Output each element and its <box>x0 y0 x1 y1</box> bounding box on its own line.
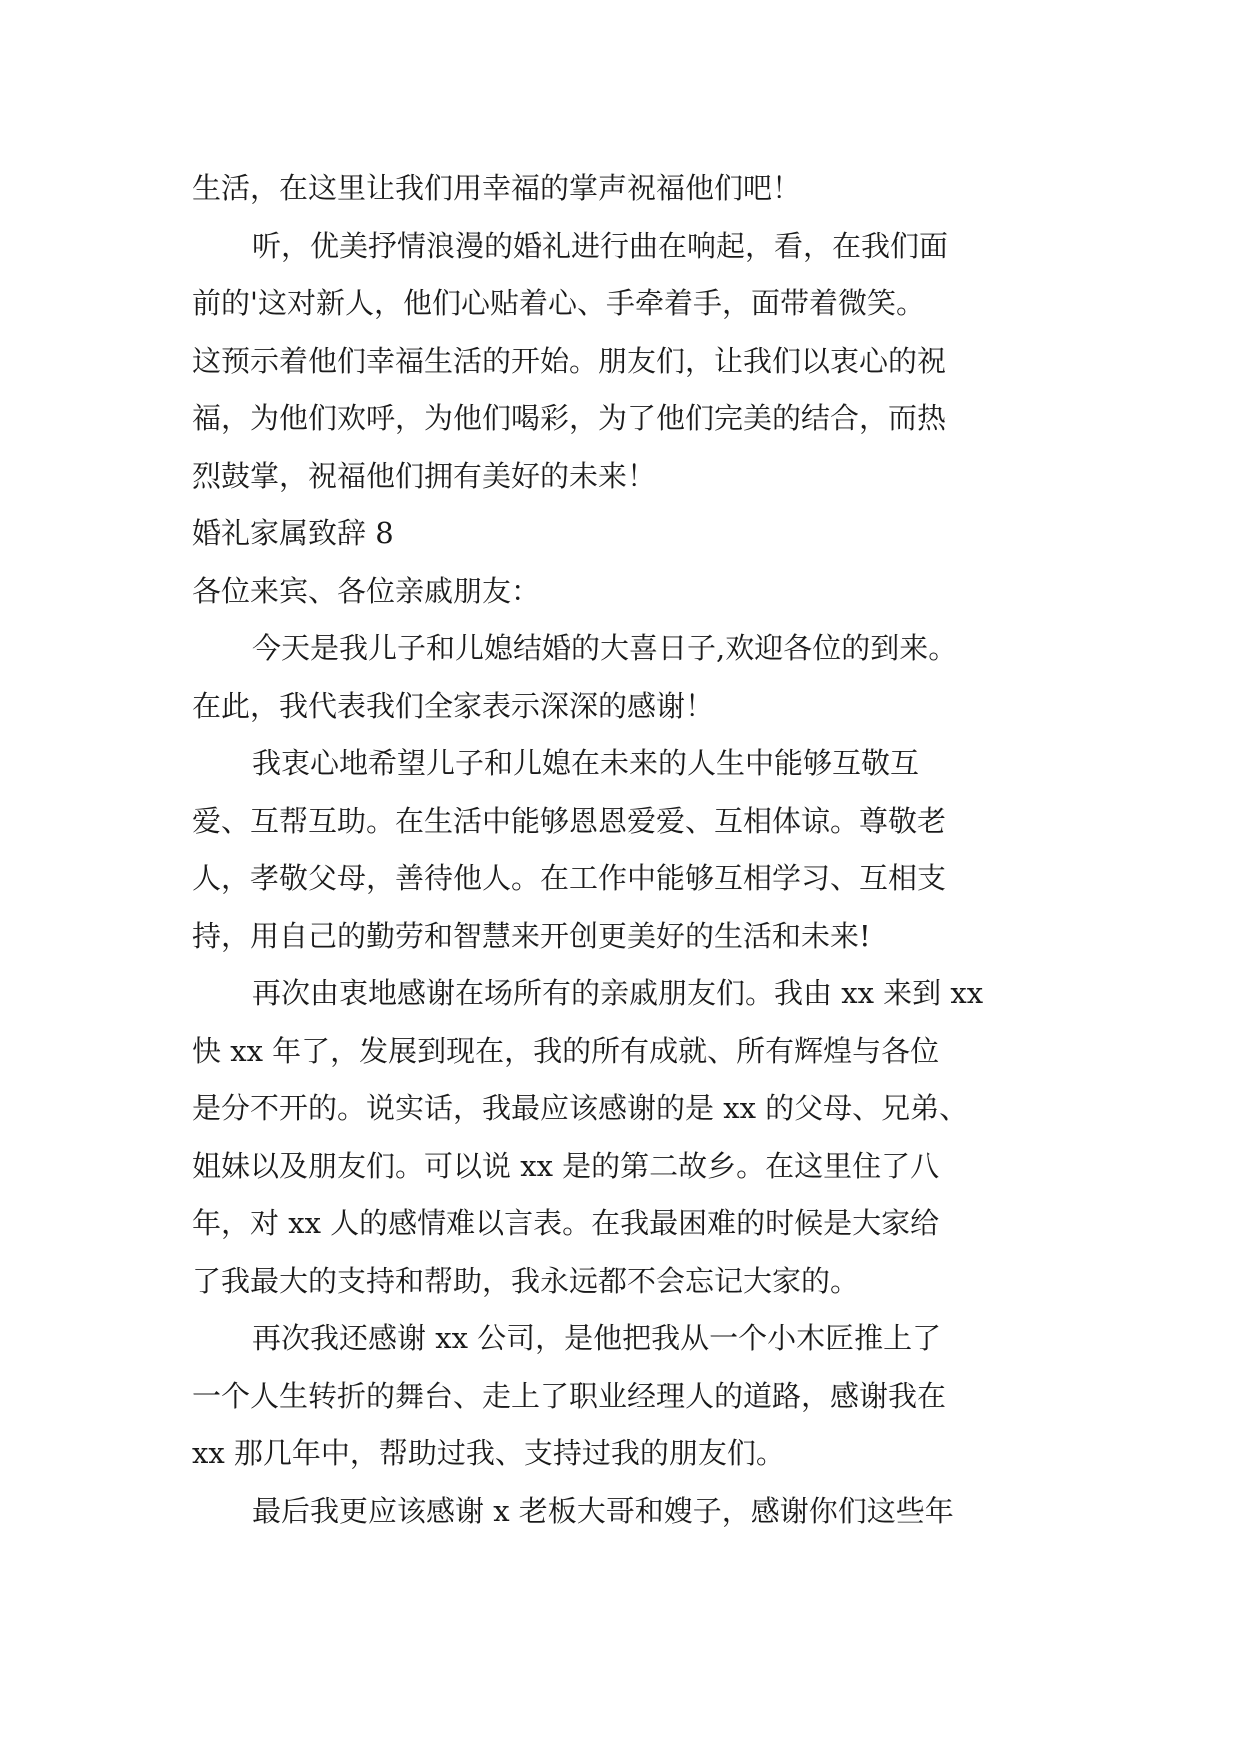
text-line: 姐妹以及朋友们。可以说 xx 是的第二故乡。在这里住了八 <box>192 1148 940 1183</box>
text-line: 快 xx 年了，发展到现在，我的所有成就、所有辉煌与各位 <box>192 1033 940 1068</box>
text-line: 一个人生转折的舞台、走上了职业经理人的道路，感谢我在 <box>192 1378 947 1413</box>
text-line: 年，对 xx 人的感情难以言表。在我最困难的时候是大家给 <box>192 1206 940 1240</box>
text-line: xx 那几年中，帮助过我、支持过我的朋友们。 <box>192 1436 785 1470</box>
text-line: 前的'这对新人，他们心贴着心、手牵着手，面带着微笑。 <box>192 286 925 320</box>
text-line: 福，为他们欢呼，为他们喝彩，为了他们完美的结合，而热 <box>192 401 947 435</box>
text-line: 这预示着他们幸福生活的开始。朋友们，让我们以衷心的祝 <box>192 343 947 378</box>
text-line: 人，孝敬父母，善待他人。在工作中能够互相学习、互相支 <box>192 861 947 895</box>
text-line: 最后我更应该感谢 x 老板大哥和嫂子，感谢你们这些年 <box>252 1493 954 1528</box>
text-line: 烈鼓掌，祝福他们拥有美好的未来！ <box>192 458 657 493</box>
text-line: 是分不开的。说实话，我最应该感谢的是 xx 的父母、兄弟、 <box>192 1091 969 1125</box>
text-line: 了我最大的支持和帮助，我永远都不会忘记大家的。 <box>192 1263 860 1298</box>
text-line: 再次由衷地感谢在场所有的亲戚朋友们。我由 xx 来到 xx <box>252 976 984 1010</box>
text-line: 持，用自己的勤劳和智慧来开创更美好的生活和未来! <box>192 918 871 953</box>
section-heading: 婚礼家属致辞 8 <box>192 516 394 550</box>
text-line: 听，优美抒情浪漫的婚礼进行曲在响起，看，在我们面 <box>252 228 949 263</box>
text-line: 再次我还感谢 xx 公司，是他把我从一个小木匠推上了 <box>252 1321 942 1355</box>
text-line: 今天是我儿子和儿媳结婚的大喜日子,欢迎各位的到来。 <box>252 631 958 665</box>
document-body <box>192 160 1052 1540</box>
text-line: 爱、互帮互助。在生活中能够恩恩爱爱、互相体谅。尊敬老 <box>192 803 947 838</box>
text-line: 我衷心地希望儿子和儿媳在未来的人生中能够互敬互 <box>252 746 920 780</box>
text-line: 生活，在这里让我们用幸福的掌声祝福他们吧！ <box>192 171 802 205</box>
salutation: 各位来宾、各位亲戚朋友： <box>192 573 541 608</box>
text-line: 在此，我代表我们全家表示深深的感谢！ <box>192 688 715 723</box>
